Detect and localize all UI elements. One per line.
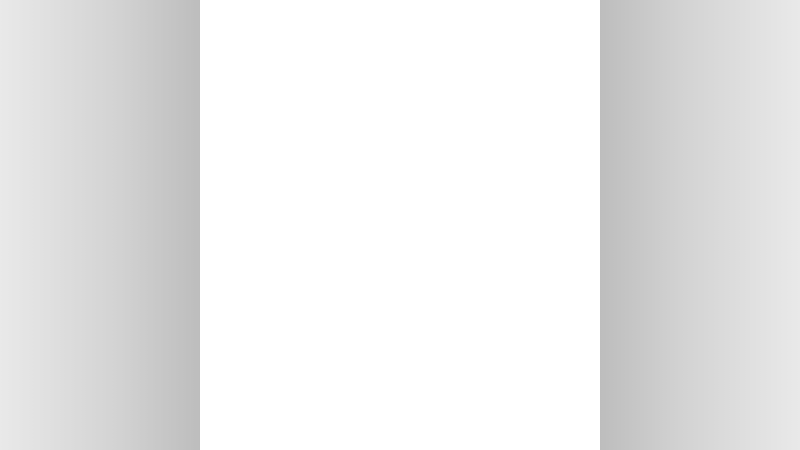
viewer-background-right xyxy=(600,0,800,450)
pdf-page xyxy=(200,0,600,450)
viewer-background-left xyxy=(0,0,200,450)
